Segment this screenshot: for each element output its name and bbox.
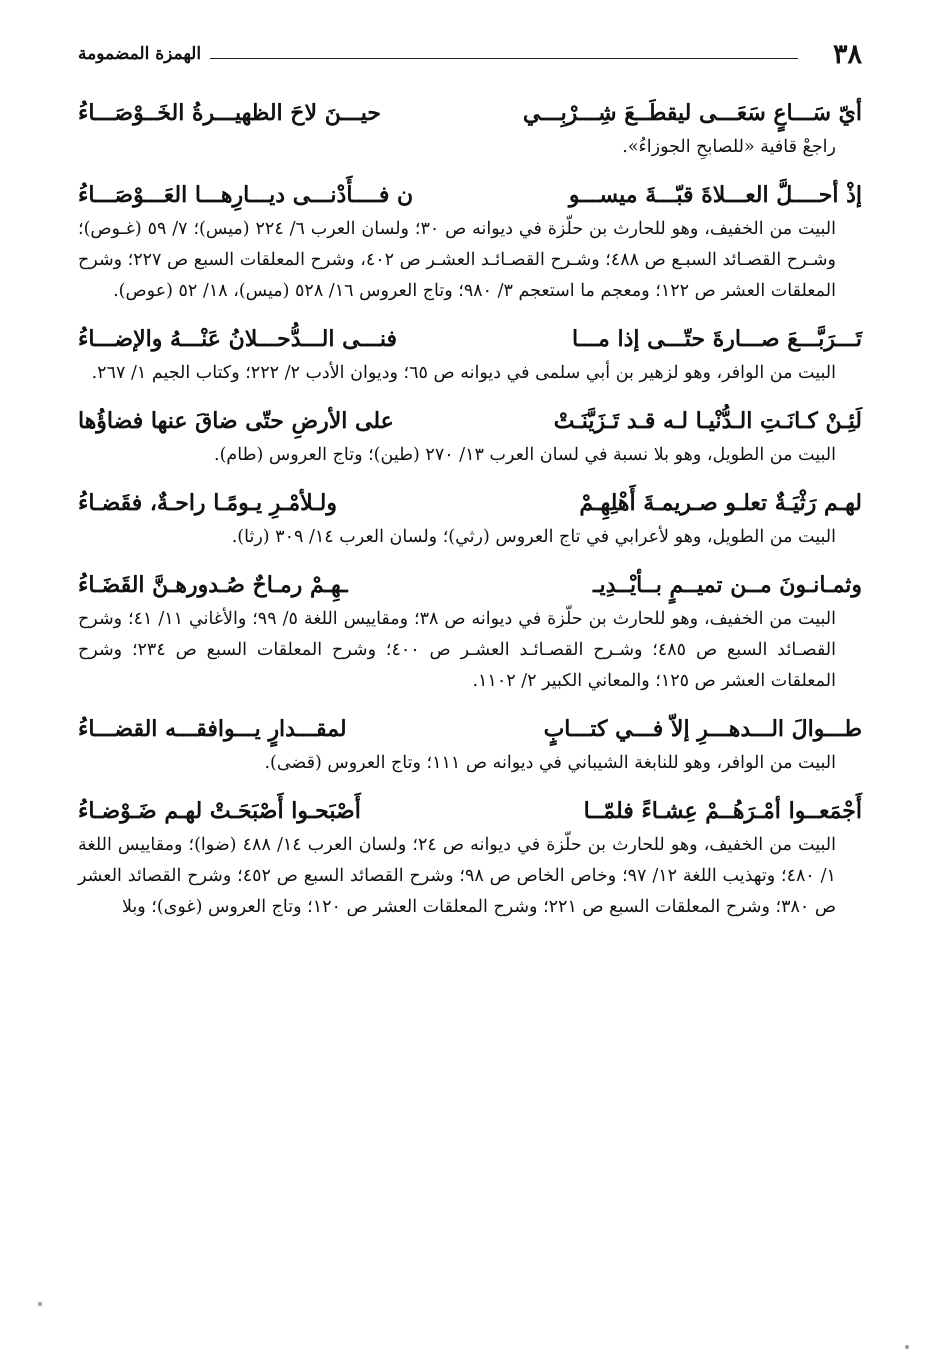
entries-list <box>78 94 862 923</box>
scan-speck <box>905 1345 909 1349</box>
verse-second-hemistich: ن فــــأَدْنـــى ديـــارِهـــا العَـــوْصَـــاءُ <box>78 182 414 208</box>
entry <box>78 710 862 779</box>
verse-line <box>78 402 862 440</box>
entry <box>78 176 862 307</box>
entry <box>78 792 862 923</box>
verse-second-hemistich: ـهِـمْ رمـاحٌ صُـدورهـنَّ القَضَـاءُ <box>78 572 348 598</box>
verse-note: البيت من الوافر، وهو لزهير بن أبي سلمى في ديوانه ص ٦٥؛ وديوان الأدب ٢/ ٢٢٢؛ وكتاب الجيم ١/ ٢٦٧. <box>91 363 836 383</box>
entry <box>78 402 862 471</box>
verse-first-hemistich: وثمـانـونَ مــن تميــمٍ بــأيْــدِيـ <box>593 572 862 598</box>
verse-line <box>78 94 862 132</box>
page-number: ٣٨ <box>832 38 862 70</box>
verse-line <box>78 566 862 604</box>
page-header <box>78 34 862 74</box>
entry <box>78 320 862 389</box>
verse-first-hemistich: طـــوالَ الـــدهـــرِ إلاّ فـــي كتـــابٍ <box>543 716 862 742</box>
verse-first-hemistich: لَئِـنْ كـانَـتِ الـدُّنْيـا لـه قـد تَـزَيَّنَـتْ <box>553 408 862 434</box>
verse-line <box>78 484 862 522</box>
scan-speck <box>38 1302 42 1306</box>
verse-first-hemistich: تَـــرَبَّـــعَ صـــارةَ حتّـــى إذا مـــا <box>571 326 862 352</box>
verse-second-hemistich: ولـلأمْـرِ يـومًـا راحـةٌ، فقَضـاءُ <box>78 490 338 516</box>
verse-second-hemistich: أَصْبَحـوا أَصْبَحَـتْ لهـم ضَـوْضـاءُ <box>78 798 361 824</box>
verse-line <box>78 792 862 830</box>
verse-note: البيت من الطويل، وهو لأعرابي في تاج العروس (رثي)؛ ولسان العرب ١٤/ ٣٠٩ (رثا). <box>231 527 836 547</box>
verse-second-hemistich: على الأرضِ حتّى ضاقَ عنها فضاؤُها <box>78 408 394 434</box>
entry <box>78 94 862 163</box>
header-rule <box>210 58 798 59</box>
verse-note: راجعْ قافية «للصابحِ الجوزاءُ». <box>622 137 836 157</box>
verse-note: البيت من الوافر، وهو للنابغة الشيباني في ديوانه ص ١١١؛ وتاج العروس (قضى). <box>264 753 836 773</box>
verse-note: البيت من الخفيف، وهو للحارث بن حلّزة في ديوانه ص ٣٨؛ ومقاييس اللغة ٥/ ٩٩؛ والأغاني ١١/ ٤١؛ وشرح القصـائد السبع ص ٤٨٥؛ وشـرح القصـائـد العشـر ص ٤٠٠؛ وشرح المعلقات السبع ص ٢٣٤؛ وشرح المعلقات العشر ص ١٢٥؛ والمعاني الكبير ٢/ ١١٠٢. <box>78 609 836 691</box>
verse-first-hemistich: أَجْمَعــوا أمْـرَهُــمْ عِشـاءً فلمّــا <box>583 798 862 824</box>
entry <box>78 484 862 553</box>
verse-second-hemistich: حيـــنَ لاحَ الظهيـــرةُ الخَــوْصَـــاءُ <box>78 100 382 126</box>
verse-first-hemistich: لهـم رَثْيَـةٌ تعلـو صـريمـةَ أَهْلِهِـمْ <box>579 490 862 516</box>
verse-second-hemistich: لمقـــدارٍ يـــوافقـــه القضـــاءُ <box>78 716 347 742</box>
verse-note: البيت من الخفيف، وهو للحارث بن حلّزة في ديوانه ص ٣٠؛ ولسان العرب ٦/ ٢٢٤ (ميس)؛ ٧/ ٥٩ (غـوص)؛ وشـرح القصـائد السبـع ص ٤٨٨؛ وشـرح القصـائـد العشـر ص ٤٠٢، وشرح المعلقات السبع ص ٢٢٧؛ وشرح المعلقات العشر ص ١٢٢؛ ومعجم ما استعجم ٣/ ٩٨٠؛ وتاج العروس ١٦/ ٥٢٨ (ميس)، ١٨/ ٥٢ (عوص). <box>78 219 837 301</box>
running-title: الهمزة المضمومة <box>78 43 202 64</box>
verse-first-hemistich: إذْ أحــــلَّ العـــلاةَ قبّـــةَ ميســـو <box>568 182 862 208</box>
verse-second-hemistich: فنـــى الـــدُّحـــلانُ عَنْـــهُ والإضـــاءُ <box>78 326 397 352</box>
verse-note: البيت من الخفيف، وهو للحارث بن حلّزة في ديوانه ص ٢٤؛ ولسان العرب ١٤/ ٤٨٨ (ضوا)؛ ومقاييس اللغة ١/ ٤٨٠؛ وتهذيب اللغة ١٢/ ٩٧؛ وخاص الخاص ص ٩٨؛ وشرح القصائد السبع ص ٤٥٢؛ وشرح القصائد العشر ص ٣٨٠؛ وشرح المعلقات السبع ص ٢٢١؛ وشرح المعلقات العشر ص ١٢٠؛ وتاج العروس (غوى)؛ وبلا <box>78 835 836 917</box>
verse-line <box>78 320 862 358</box>
verse-line <box>78 710 862 748</box>
verse-line <box>78 176 862 214</box>
verse-note: البيت من الطويل، وهو بلا نسبة في لسان العرب ١٣/ ٢٧٠ (طين)؛ وتاج العروس (طام). <box>214 445 836 465</box>
book-page <box>78 34 862 1334</box>
entry <box>78 566 862 697</box>
verse-first-hemistich: أيّ سَـــاعٍ سَعَـــى ليقطَــعَ شِـــرْبِـــي <box>522 100 862 126</box>
